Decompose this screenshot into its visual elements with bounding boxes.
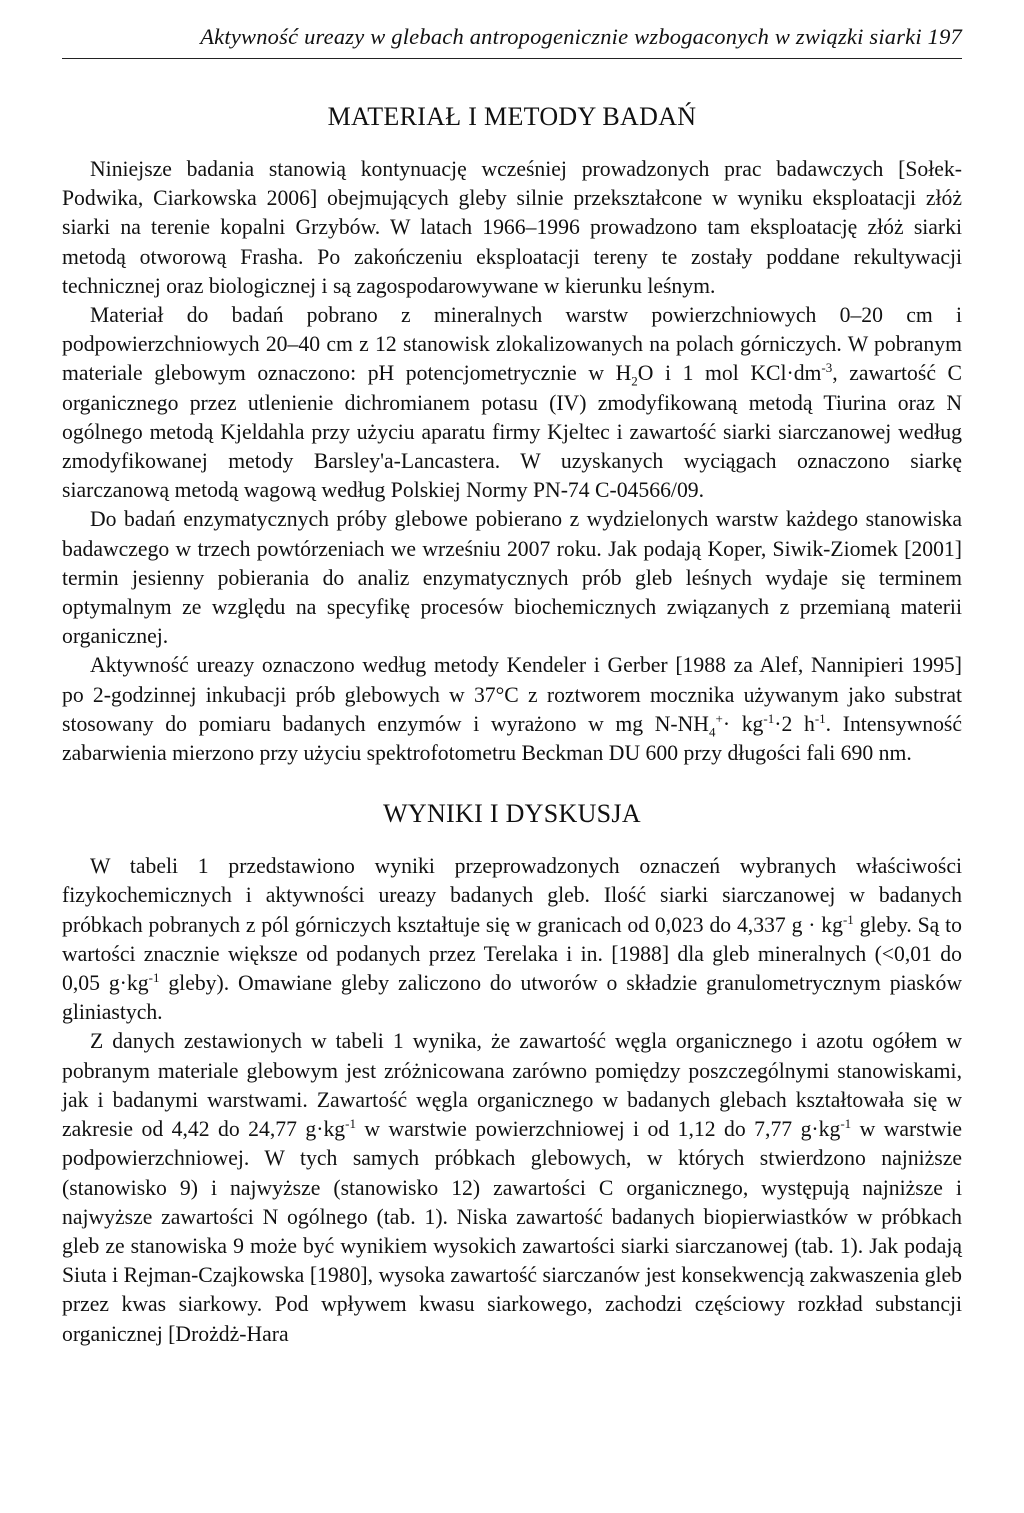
subscript: 4 <box>708 724 716 740</box>
superscript: -1 <box>840 1115 852 1131</box>
section-title-results-discussion: WYNIKI I DYSKUSJA <box>383 799 641 829</box>
text-span: . Intensywność zabarwienia mierzono przy użyciu spektrofotometru Beckman DU 600 przy długości fali 690 nm. <box>62 711 962 766</box>
paragraph: Do badań enzymatycznych próby glebowe pobierano z wydzielonych warstw każdego stanowiska badawczego w trzech powtórzeniach we wrześniu 2007 roku. Jak podają Koper, Siwik-Ziomek [2001] termin jesienny pobierania do analiz enzymatycznych prób gleb leśnych wydaje się terminem optymalnym ze względu na specyfikę procesów biochemicznych związanych z przemianą materii organicznej. <box>62 507 962 649</box>
superscript: -1 <box>345 1115 356 1131</box>
paragraph <box>62 852 962 1027</box>
text-span: Materiał do badań pobrano z mineralnych warstw powierzchniowych 0–20 cm i podpowierzchniowych 20–40 cm z 12 stanowisk zlokalizowanych na polach górniczych. W pobranym materiale glebowym oznaczono: pH potencjometrycznie w H <box>62 303 962 386</box>
running-header: Aktywność ureazy w glebach antropogenicznie wzbogaconych w związki siarki 197 <box>62 22 962 59</box>
text-span: Z danych zestawionych w tabeli 1 wynika, że zawartość węgla organicznego i azotu ogółem w pobranym materiale glebowym jest zróżnicowana zarówno pomiędzy poszczególnymi stanowiskami, jak i badanymi warstwami. Zawartość węgla organicznego w badanych glebach kształtowała się w zakresie od 4,42 do 24,77 g·kg <box>62 1029 962 1142</box>
text-span: · kg <box>722 711 764 736</box>
text-span: gleby. Są to wartości znacznie większe od podanych przez Terelaka i in. [1988] dla gleb mineralnych (<0,01 do 0,05 g·kg <box>62 912 962 996</box>
paragraph: Niniejsze badania stanowią kontynuację wcześniej prowadzonych prac badawczych [Sołek-Podwika, Ciarkowska 2006] obejmujących gleby silnie przekształcone w wyniku eksploatacji złóż siarki na terenie kopalni Grzybów. W latach 1966–1996 prowadzono tam eksploatację złóż siarki metodą otworową Frasha. Po zakończeniu eksploatacji tereny te zostały poddane rekultywacji technicznej oraz biologicznej i są zagospodarowywane w kierunku leśnym. <box>62 157 962 298</box>
section-title-materials-methods: MATERIAŁ I METODY BADAŃ <box>327 102 697 131</box>
paragraph <box>62 1027 962 1348</box>
text-span: W tabeli 1 przedstawiono wyniki przeprowadzonych oznaczeń wybranych właściwości fizykochemicznych i aktywności ureazy badanych gleb. Ilość siarki siarczanowej w badanych próbkach pobranych z pól górniczych kształtuje się w granicach od 0,023 do 4,337 g · kg <box>62 854 962 937</box>
superscript: + <box>715 710 723 726</box>
superscript: -3 <box>821 360 833 376</box>
text-span: O i 1 mol KCl·dm <box>637 361 822 386</box>
text-span: , zawartość C organicznego przez utlenienie dichromianem potasu (IV) zmodyfikowaną metodą Tiurina oraz N ogólnego metodą Kjeldahla przy użyciu aparatu firmy Kjeltec i zawartość siarki siarczanowej według zmodyfikowanej metody Barsley'a-Lancastera. W uzyskanych wyciągach oznaczono siarkę siarczanową metodą wagową według Polskiej Normy PN-74 C-04566/09. <box>62 361 962 503</box>
superscript: -1 <box>814 710 826 726</box>
text-span: w warstwie powierzchniowej i od 1,12 do 7,77 g·kg <box>355 1117 841 1142</box>
text-span: ·2 h <box>774 711 815 736</box>
superscript: -1 <box>148 969 160 985</box>
paragraph <box>62 651 962 768</box>
subscript: 2 <box>631 373 638 389</box>
text-span: gleby). Omawiane gleby zaliczono do utworów o składzie granulometrycznym piasków gliniastych. <box>62 971 962 1025</box>
paragraph <box>62 301 962 505</box>
text-span: Aktywność ureazy oznaczono według metody Kendeler i Gerber [1988 za Alef, Nannipieri 1995] po 2-godzinnej inkubacji prób glebowych w 37°C z roztworem mocznika używanym jako substrat stosowany do pomiaru badanych enzymów i wyrażono w mg N-NH <box>62 653 962 736</box>
text-span: w warstwie podpowierzchniowej. W tych samych próbkach glebowych, w których stwierdzono najniższe (stanowisko 9) i najwyższe (stanowisko 12) zawartości C organicznego, występują najniższe i najwyższe zawartości N ogólnego (tab. 1). Niska zawartość badanych biopierwiastków w próbkach gleb ze stanowiska 9 może być wynikiem wysokich zawartości siarki siarczanowej (tab. 1). Jak podają Siuta i Rejman-Czajkowska [1980], wysoka zawartość siarczanów jest konsekwencją zakwaszenia gleb przez kwas siarkowy. Pod wpływem kwasu siarkowego, zachodzi częściowy rozkład substancji organicznej [Drożdż-Hara <box>62 1117 963 1346</box>
superscript: -1 <box>842 911 854 927</box>
superscript: -1 <box>763 710 775 726</box>
